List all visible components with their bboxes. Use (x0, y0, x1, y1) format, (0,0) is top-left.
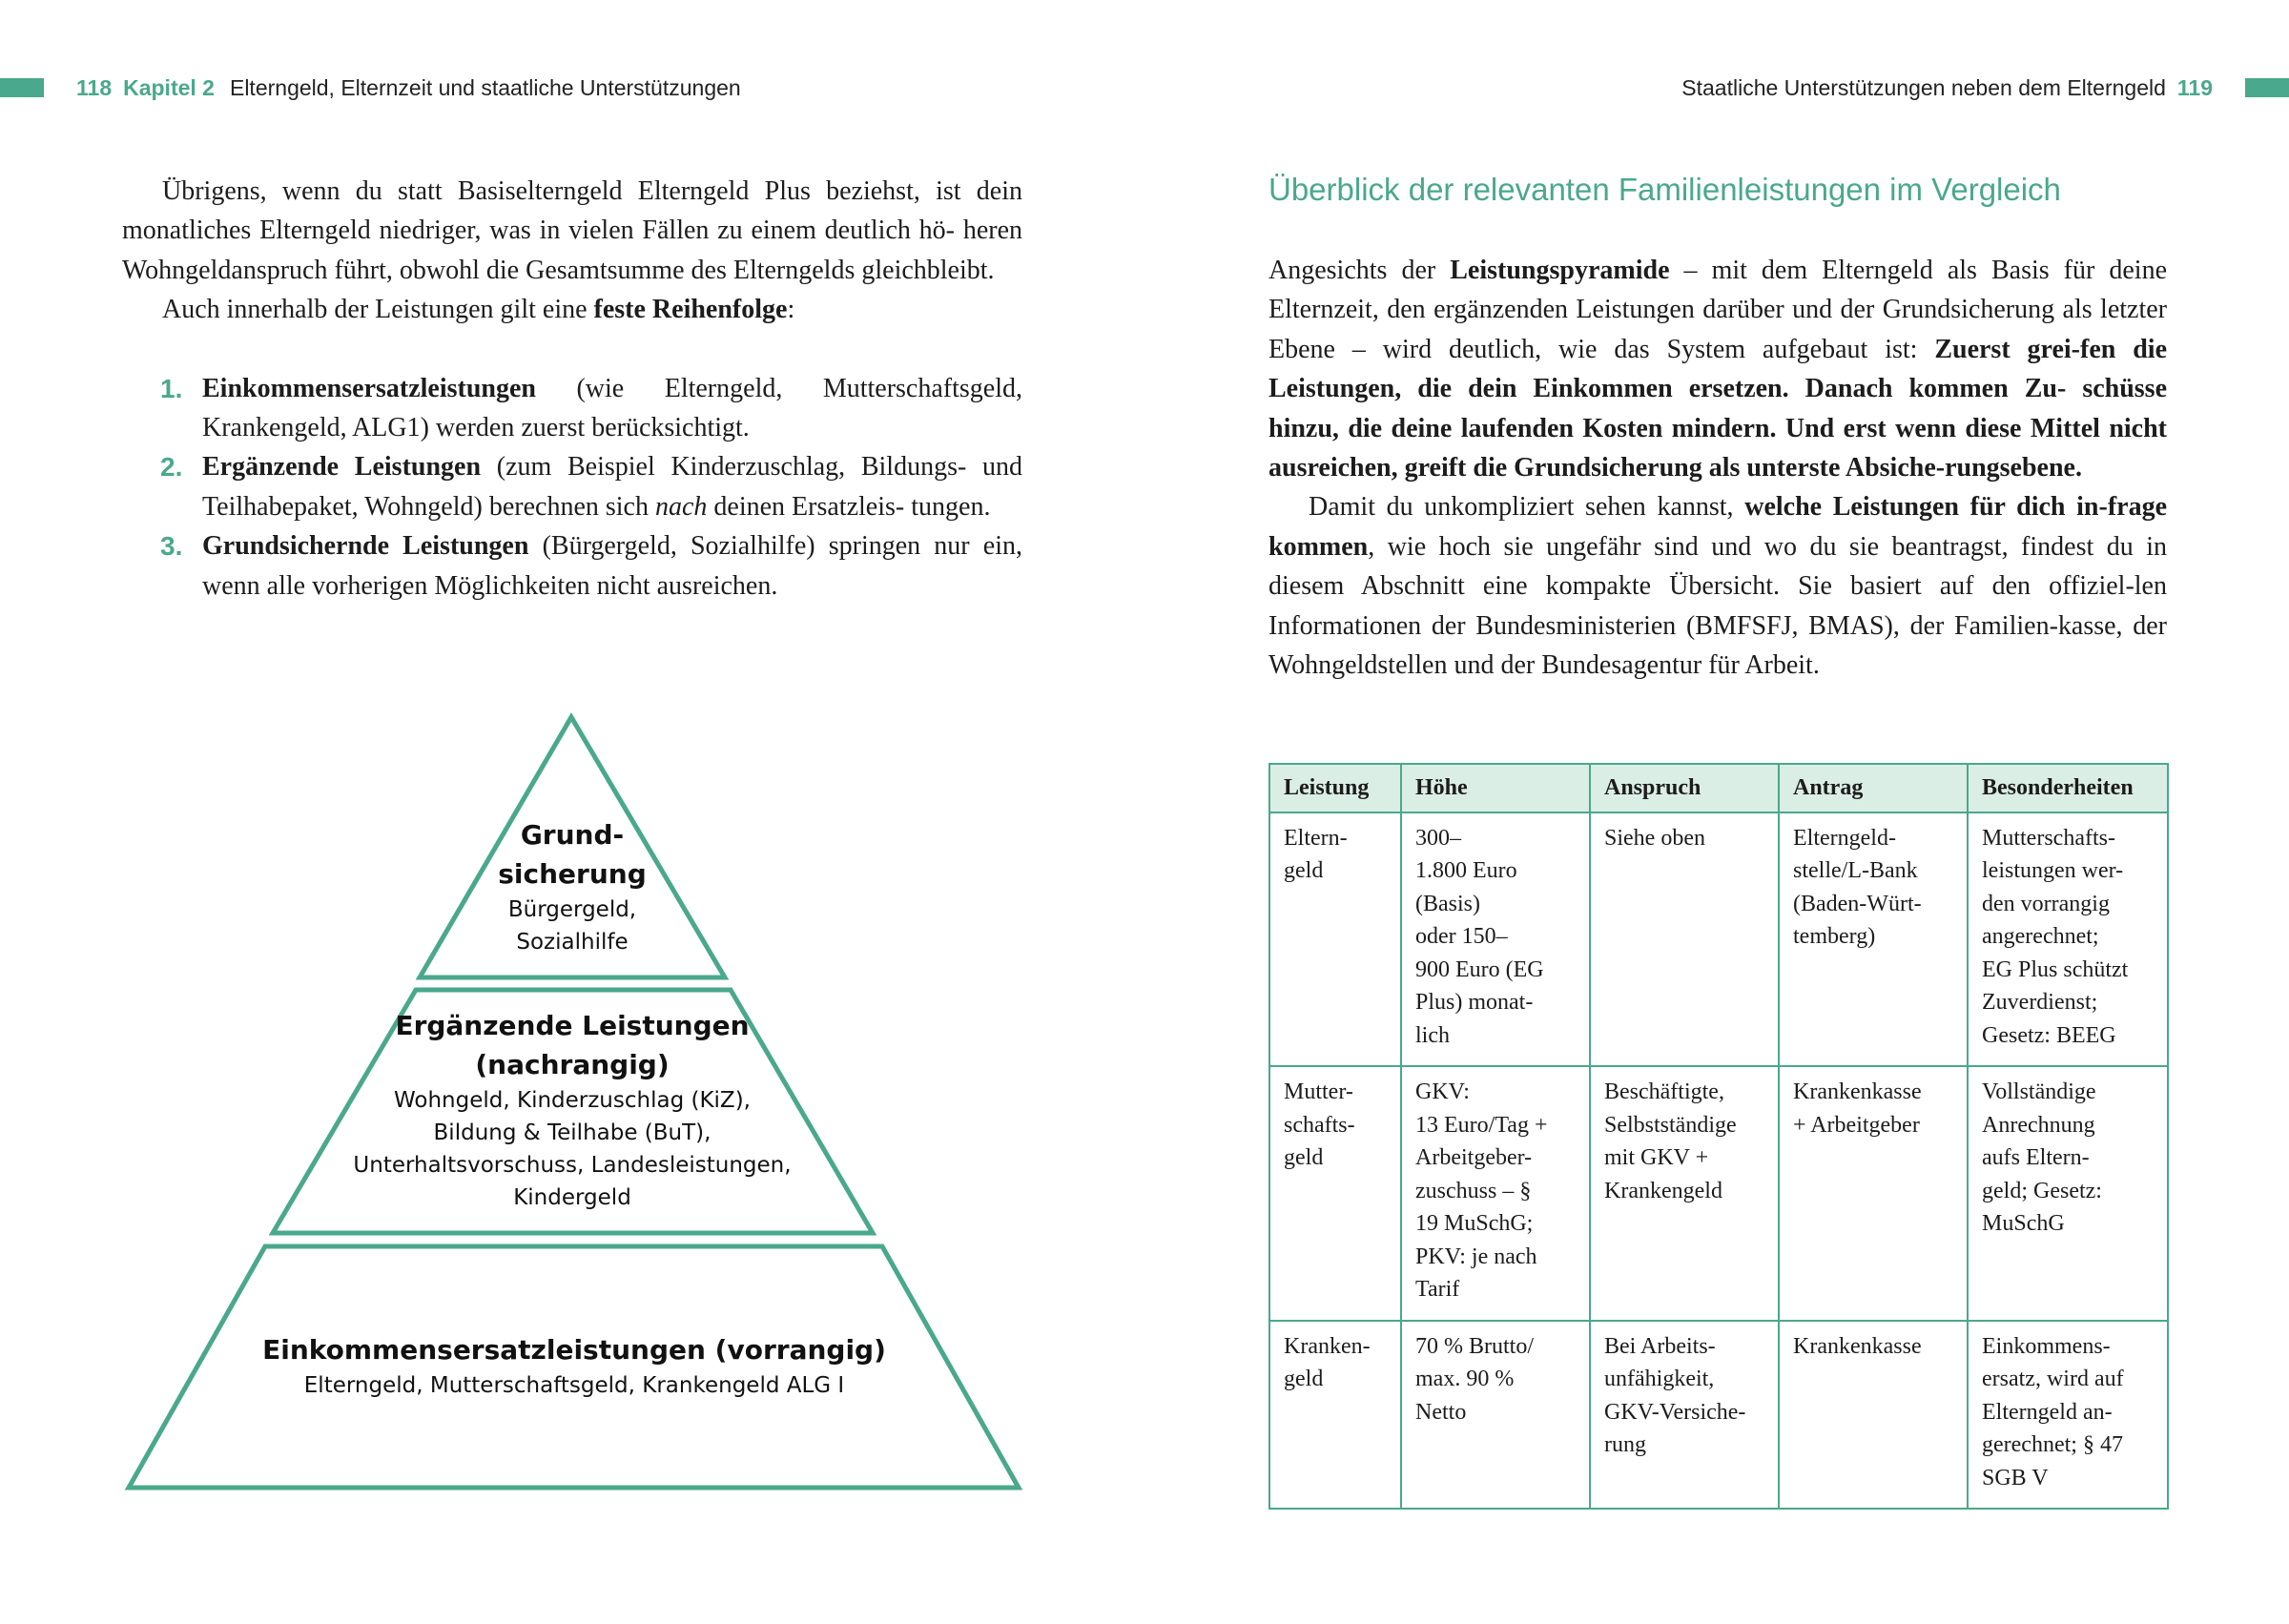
table-cell: Krankenkasse (1779, 1321, 1968, 1510)
column-header: Höhe (1401, 764, 1590, 812)
table-cell: Bei Arbeits- unfähigkeit, GKV-Versiche- rung (1590, 1321, 1779, 1510)
table-cell: Vollständige Anrechnung aufs Eltern- geld; Gesetz: MuSchG (1968, 1066, 2168, 1321)
table-header-row (1269, 764, 2168, 812)
table-cell: Kranken- geld (1269, 1321, 1401, 1510)
benefits-pyramid (122, 710, 1028, 1492)
table-cell: GKV: 13 Euro/Tag + Arbeitgeber- zuschuss – § 19 MuSchG; PKV: je nach Tarif (1401, 1066, 1590, 1321)
section-running-title: Staatliche Unterstützungen neben dem Elterngeld (1681, 74, 2166, 100)
order-list (122, 369, 1022, 606)
table-cell: 300– 1.800 Euro (Basis) oder 150– 900 Euro (EG Plus) monat- lich (1401, 812, 1590, 1067)
running-header-left (0, 69, 741, 107)
table-cell: Mutter- schafts- geld (1269, 1066, 1401, 1321)
table-cell: Elterngeld- stelle/L-Bank (Baden-Würt- temberg) (1779, 812, 1968, 1067)
pyramid-top-label: Grund- sicherung Bürgergeld, Sozialhilfe (498, 819, 647, 955)
paragraph-uebersicht: Damit du unkompliziert sehen kannst, welche Leistungen für dich in-frage kommen, wie hoch sie ungefähr sind und wo du sie beantragst, findest du in diesem Abschnitt eine kompakte Übersicht. Sie basiert auf den offiziel-len Informationen der Bundesministerien (BMFSFJ, BMAS), der Familien-kasse, der Wohngeldstellen und der Bundesagentur für Arbeit. (1268, 492, 2168, 681)
table-cell: Mutterschafts- leistungen wer- den vorrangig angerechnet; EG Plus schützt Zuverdienst; Gesetz: BEEG (1968, 812, 2168, 1067)
list-number: 2. (160, 452, 183, 483)
page-number: 118 (76, 74, 113, 100)
list-number: 3. (160, 531, 183, 562)
paragraph-elterngeld-plus: Übrigens, wenn du statt Basiselterngeld Elterngeld Plus beziehst, ist dein monatliches Elterngeld niedriger, was in vielen Fällen zu einem deutlich hö- heren Wohngeldanspruch führt, obwohl die Gesamtsumme des Elterngelds gleichbleibt. (122, 176, 1022, 285)
paragraph-leistungspyramide: Angesichts der Leistungspyramide – mit dem Elterngeld als Basis für deine Elternzeit, den ergänzenden Leistungen darüber und der Grundsicherung als letzter Ebene – wird deutlich, wie das System aufgebaut ist: Zuerst grei-fen die Leistungen, die dein Einkommen ersetzen. Danach kommen Zu- schüsse hinzu, die deine laufenden Kosten mindern. Und erst wenn diese Mittel nicht ausreichen, greift die Grundsicherung als unterste Absiche-rungsebene. (1268, 256, 2168, 483)
chapter-label: Kapitel 2 (123, 74, 215, 100)
header-color-tab (0, 78, 44, 97)
table-cell: 70 % Brutto/ max. 90 % Netto (1401, 1321, 1590, 1510)
table-cell: Krankenkasse + Arbeitgeber (1779, 1066, 1968, 1321)
section-title: Überblick der relevanten Familienleistungen im Vergleich (1268, 172, 2061, 207)
list-number: 1. (160, 373, 183, 403)
table-row (1269, 1066, 2168, 1321)
column-header: Besonderheiten (1968, 764, 2168, 812)
left-body-text (122, 172, 1022, 606)
list-item: 3. Grundsichernde Leistungen (Bürgergeld, Sozialhilfe) springen nur ein, wenn alle vorherigen Möglichkeiten nicht ausreichen. (122, 526, 1022, 606)
right-body-text (1268, 251, 2167, 685)
page-number: 119 (2176, 74, 2213, 100)
table-cell: Siehe oben (1590, 812, 1779, 1067)
pyramid-bottom-label: Einkommensersatzleistungen (vorrangig) Elterngeld, Mutterschaftsgeld, Krankengeld ALG I (262, 1334, 886, 1398)
list-item: 1. Einkommensersatzleistungen (wie Elterngeld, Mutterschaftsgeld, Krankengeld, ALG1) werden zuerst berücksichtigt. (122, 369, 1022, 448)
right-page (1144, 0, 2289, 1624)
column-header: Antrag (1779, 764, 1968, 812)
pyramid-middle-label: Ergänzende Leistungen (nachrangig) Wohngeld, Kinderzuschlag (KiZ), Bildung & Teilhabe (BuT), Unterhaltsvorschuss, Landesleistungen, Kindergeld (353, 1010, 792, 1210)
list-item: 2. Ergänzende Leistungen (zum Beispiel Kinderzuschlag, Bildungs- und Teilhabepaket, Wohngeld) berechnen sich nach deinen Ersatzleis- tungen. (122, 447, 1022, 526)
table-row (1269, 812, 2168, 1067)
table-cell: Eltern- geld (1269, 812, 1401, 1067)
column-header: Anspruch (1590, 764, 1779, 812)
running-header-right (1681, 69, 2289, 107)
header-color-tab (2245, 78, 2289, 97)
left-page (0, 0, 1144, 1624)
paragraph-reihenfolge: Auch innerhalb der Leistungen gilt eine feste Reihenfolge: (162, 295, 795, 325)
table-body (1269, 812, 2168, 1510)
table-cell: Beschäftigte, Selbstständige mit GKV + Krankengeld (1590, 1066, 1779, 1321)
column-header: Leistung (1269, 764, 1401, 812)
benefits-table (1268, 763, 2169, 1510)
table-cell: Einkommens- ersatz, wird auf Elterngeld an- gerechnet; § 47 SGB V (1968, 1321, 2168, 1510)
table-row (1269, 1321, 2168, 1510)
chapter-title: Elterngeld, Elternzeit und staatliche Unterstützungen (229, 74, 741, 100)
